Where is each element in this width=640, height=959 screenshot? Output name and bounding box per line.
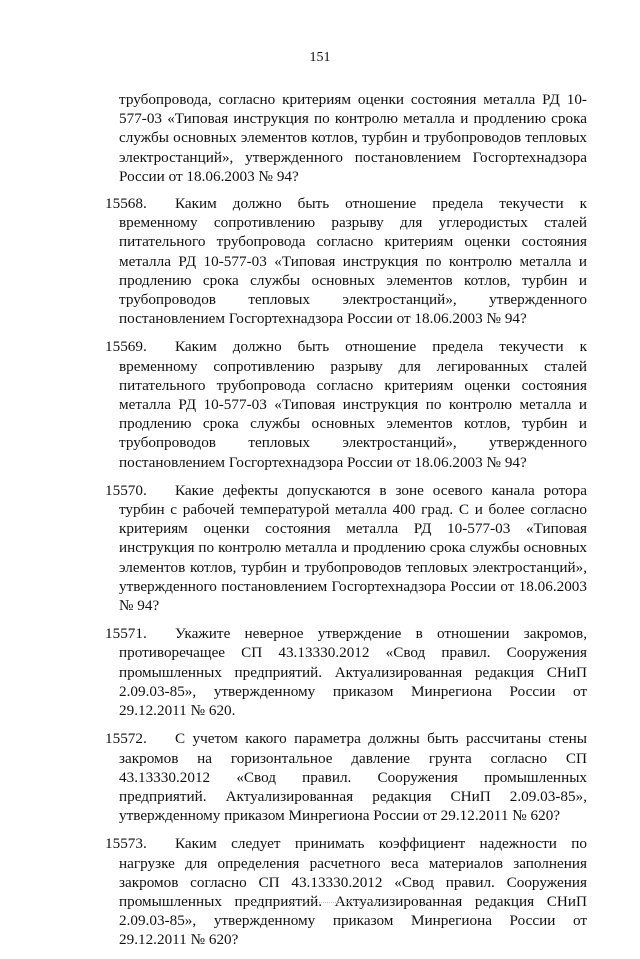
question-item: [105, 337, 587, 471]
question-item: [105, 481, 587, 615]
question-item: [105, 729, 587, 825]
question-number: 15573.: [105, 835, 147, 853]
question-number: 15569.: [105, 338, 147, 356]
question-number: 15571.: [105, 625, 147, 643]
question-number: 15568.: [105, 195, 147, 213]
question-text: С учетом какого параметра должны быть рассчитаны стены закромов на горизонтальное давление грунта согласно СП 43.13330.2012 «Свод правил. Сооружения промышленных предприятий. Актуализированная редакция СНиП 2.09.03-85», утвержденному приказом Минрегиона России от 29.12.2011 № 620?: [119, 730, 587, 825]
question-text: Какие дефекты допускаются в зоне осевого канала ротора турбин с рабочей температурой металла 400 град. С и более согласно критериям оценки состояния металла РД 10-577-03 «Типовая инструкция по контролю металла и продлению срока службы основных элементов котлов, турбин и трубопроводов тепловых электростанций», утвержденного постановлением Госгортехнадзора России от 18.06.2003 № 94?: [119, 481, 587, 615]
page-number: 151: [309, 50, 331, 65]
question-number: 15570.: [105, 481, 147, 499]
continuation-paragraph: трубопровода, согласно критериям оценки состояния металла РД 10-577-03 «Типовая инструкция по контролю металла и продлению срока службы основных элементов котлов, турбин и трубопроводов тепловых электростанций», утвержденного постановлением Госгортехнадзора России от 18.06.2003 № 94?: [119, 91, 587, 185]
question-item: [105, 194, 587, 328]
question-text: Каким должно быть отношение предела текучести к временному сопротивлению разрыву для легированных сталей питательного трубопровода согласно критериям оценки состояния металла РД 10-577-03 «Типовая инструкция по контролю металла и продлению срока службы основных элементов котлов, турбин и трубопроводов тепловых электростанций», утвержденного постановлением Госгортехнадзора России от 18.06.2003 № 94?: [119, 338, 587, 471]
question-item: [105, 834, 587, 949]
question-text: Каким должно быть отношение предела текучести к временному сопротивлению разрыву для углеродистых сталей питательного трубопровода согласно критериям оценки состояния металла РД 10-577-03 «Типовая инструкция по контролю металла и продлению срока службы основных элементов котлов, турбин и трубопроводов тепловых электростанций», утвержденного постановлением Госгортехнадзора России от 18.06.2003 № 94?: [119, 195, 587, 328]
document-body: [105, 90, 587, 959]
scan-artifact-line: [250, 902, 380, 904]
question-number: 15572.: [105, 730, 147, 748]
question-text: Укажите неверное утверждение в отношении закромов, противоречащее СП 43.13330.2012 «Свод правил. Сооружения промышленных предприятий. Актуализированная редакция СНиП 2.09.03-85», утвержденному приказом Минрегиона России от 29.12.2011 № 620.: [119, 625, 587, 720]
question-text: Каким следует принимать коэффициент надежности по нагрузке для определения расчетного веса материалов заполнения закромов согласно СП 43.13330.2012 «Свод правил. Сооружения промышленных предприятий. Актуализированная редакция СНиП 2.09.03-85», утвержденному приказом Минрегиона России от 29.12.2011 № 620?: [119, 835, 587, 949]
question-item: [105, 624, 587, 720]
